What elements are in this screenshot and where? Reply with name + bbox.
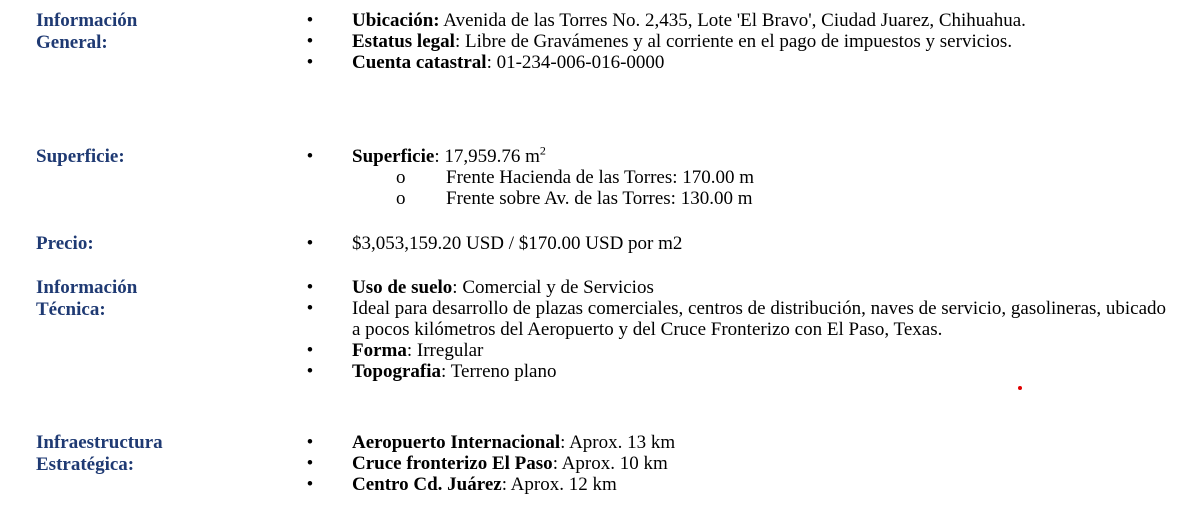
section-label: Superficie: — [36, 146, 125, 167]
bullet-icon: • — [306, 432, 314, 453]
list-item-topografia: • Topografia: Terreno plano — [300, 361, 1170, 382]
list-item-precio: • $3,053,159.20 USD / $170.00 USD por m2 — [300, 233, 1170, 254]
list-item-ubicacion: • Ubicación: Avenida de las Torres No. 2,435, Lote 'El Bravo', Ciudad Juarez, Chihuahua. — [300, 10, 1170, 31]
bullet-icon: • — [306, 298, 314, 319]
list-item-uso-de-suelo: • Uso de suelo: Comercial y de Servicios — [300, 277, 1170, 298]
bullet-icon: • — [306, 474, 314, 495]
list-item-ideal: • Ideal para desarrollo de plazas comerciales, centros de distribución, naves de servicio, gasolineras, ubicado a pocos kilómetros del Aeropuerto y del Cruce Fronterizo con El Paso, Texas. — [300, 298, 1170, 340]
bullet-icon: • — [306, 52, 314, 73]
circle-bullet-icon: o — [396, 188, 406, 209]
bullet-icon: • — [306, 361, 314, 382]
list-item-centro-juarez: • Centro Cd. Juárez: Aprox. 12 km — [300, 474, 1170, 495]
bullet-icon: • — [306, 31, 314, 52]
bullet-list — [300, 233, 1170, 254]
section-label: Precio: — [36, 233, 94, 254]
bullet-list — [300, 10, 1170, 73]
bullet-icon: • — [306, 340, 314, 361]
bullet-icon: • — [306, 277, 314, 298]
bullet-list — [300, 432, 1170, 495]
sub-item-frente-hacienda: o Frente Hacienda de las Torres: 170.00 m — [396, 167, 755, 188]
bullet-list — [300, 277, 1170, 382]
section-label: Información General: — [36, 10, 138, 53]
list-item-aeropuerto: • Aeropuerto Internacional: Aprox. 13 km — [300, 432, 1170, 453]
bullet-icon: • — [306, 233, 314, 254]
sub-item-frente-avenida: o Frente sobre Av. de las Torres: 130.00 m — [396, 188, 753, 209]
bullet-list — [300, 143, 1170, 209]
list-item-cuenta-catastral: • Cuenta catastral: 01-234-006-016-0000 — [300, 52, 1170, 73]
bullet-icon: • — [306, 146, 314, 167]
bullet-icon: • — [306, 453, 314, 474]
circle-bullet-icon: o — [396, 167, 406, 188]
bullet-icon: • — [306, 10, 314, 31]
section-label: Infraestructura Estratégica: — [36, 432, 163, 475]
red-dot-mark — [1018, 386, 1022, 390]
list-item-forma: • Forma: Irregular — [300, 340, 1170, 361]
section-label: Información Técnica: — [36, 277, 138, 320]
list-item-estatus-legal: • Estatus legal: Libre de Gravámenes y al corriente en el pago de impuestos y servicios. — [300, 31, 1170, 52]
list-item-superficie: • Superficie: 17,959.76 $m^2$ — [300, 146, 1170, 167]
list-item-cruce-fronterizo: • Cruce fronterizo El Paso: Aprox. 10 km — [300, 453, 1170, 474]
